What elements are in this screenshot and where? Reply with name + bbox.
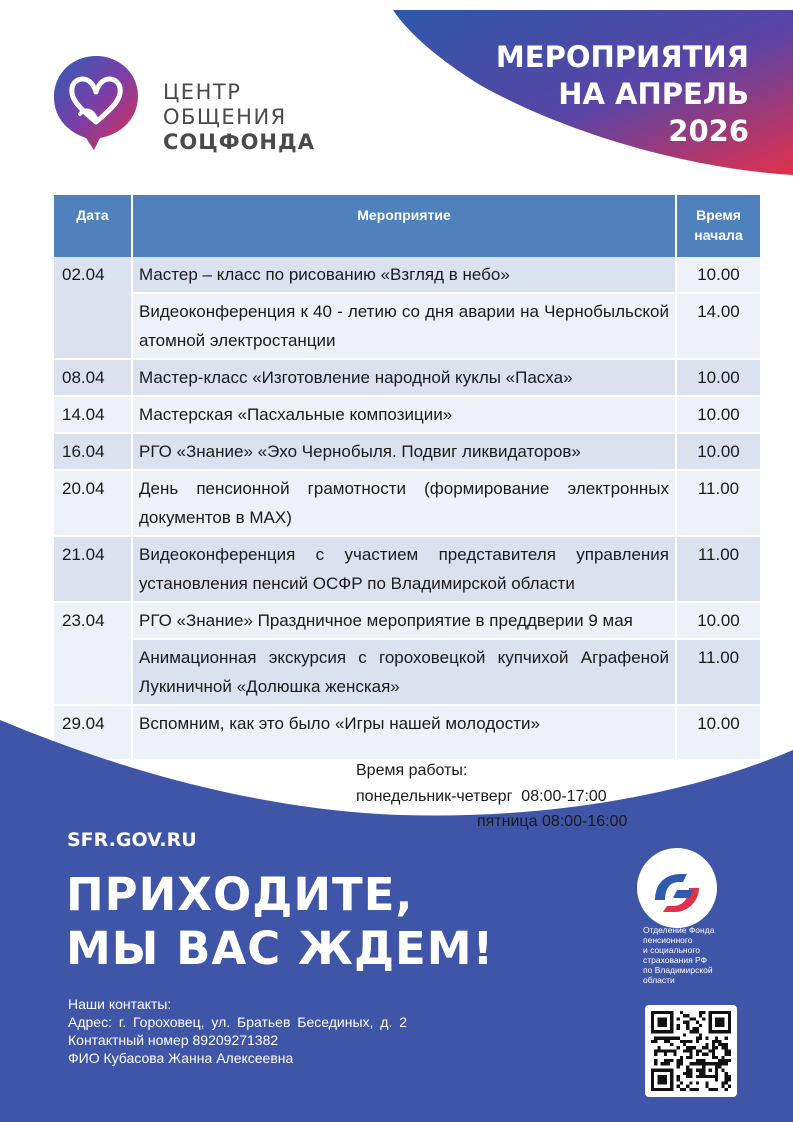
sfr-caption-line: и социального: [643, 945, 700, 955]
sfr-caption-line: пенсионного: [643, 935, 693, 945]
website-link[interactable]: SFR.GOV.RU: [67, 829, 197, 851]
event-time: 10.00: [676, 602, 760, 639]
page-title-line-3: 2026: [668, 114, 749, 148]
table-row: [54, 470, 760, 536]
page-title-line-2: НА АПРЕЛЬ: [558, 77, 749, 111]
logo-line-1: ЦЕНТР: [163, 80, 242, 104]
events-table: [54, 195, 760, 761]
event-date: 23.04: [54, 602, 132, 705]
event-title: Вспомним, как это было «Игры нашей молодости»: [132, 705, 676, 760]
sfr-logo-glyph: [637, 848, 717, 928]
contacts-person: ФИО Кубасова Жанна Алексеевна: [68, 1050, 294, 1066]
slogan-line-1: ПРИХОДИТЕ,: [66, 868, 414, 921]
table-row: [54, 536, 760, 602]
event-time: 11.00: [676, 639, 760, 705]
event-date: 20.04: [54, 470, 132, 536]
event-time: 10.00: [676, 433, 760, 470]
event-date: 02.04: [54, 257, 132, 359]
contacts-address: Адрес: г. Гороховец, ул. Братьев Бесединых, д. 2: [68, 1014, 408, 1030]
event-date: 21.04: [54, 536, 132, 602]
working-hours-title: Время работы:: [356, 762, 468, 779]
event-title: Мастер – класс по рисованию «Взгляд в небо»: [132, 257, 676, 293]
slogan-line-2: МЫ ВАС ЖДЕМ!: [66, 922, 495, 975]
time-column-header: [676, 195, 760, 257]
time-header-line-2: начала: [694, 227, 743, 243]
sfr-caption-line: по Владимирской: [643, 965, 713, 975]
contacts-title: Наши контакты:: [68, 996, 172, 1012]
logo-line-2: ОБЩЕНИЯ: [163, 105, 287, 129]
date-column-header: Дата: [54, 195, 132, 257]
event-column-header: Мероприятие: [132, 195, 676, 257]
sfr-caption-line: страхования РФ: [643, 955, 708, 965]
page-title-line-1: МЕРОПРИЯТИЯ: [495, 40, 749, 74]
event-date: 29.04: [54, 705, 132, 760]
table-row: [54, 359, 760, 396]
event-title: РГО «Знание» «Эхо Чернобыля. Подвиг ликвидаторов»: [132, 433, 676, 470]
working-hours-weekdays: понедельник-четверг 08:00-17:00: [356, 788, 607, 805]
table-row: [54, 602, 760, 639]
event-date: 16.04: [54, 433, 132, 470]
event-title: РГО «Знание» Праздничное мероприятие в преддверии 9 мая: [132, 602, 676, 639]
event-title: Анимационная экскурсия с гороховецкой купчихой Аграфеной Лукиничной «Долюшка женская»: [132, 639, 676, 705]
logo-line-3: СОЦФОНДА: [163, 130, 315, 154]
event-date: 14.04: [54, 396, 132, 433]
event-title: Мастер-класс «Изготовление народной куклы «Пасха»: [132, 359, 676, 396]
table-row: [54, 396, 760, 433]
sfr-caption-line: Отделение Фонда: [643, 925, 715, 935]
event-time: 10.00: [676, 705, 760, 760]
sfr-logo-icon: [637, 848, 717, 928]
table-header-row: [54, 195, 760, 257]
event-time: 10.00: [676, 396, 760, 433]
table-row: [54, 257, 760, 293]
event-date: 08.04: [54, 359, 132, 396]
qr-code-icon[interactable]: [651, 1011, 731, 1091]
sfr-caption-line: области: [643, 975, 675, 985]
event-time: 10.00: [676, 257, 760, 293]
event-title: Видеоконференция к 40 - летию со дня аварии на Чернобыльской атомной электростанции: [132, 293, 676, 359]
heart-speech-bubble-icon: [52, 52, 140, 152]
event-time: 10.00: [676, 359, 760, 396]
contacts-phone: Контактный номер 89209271382: [68, 1032, 279, 1048]
table-row: [54, 293, 760, 359]
table-row: [54, 433, 760, 470]
table-row: [54, 639, 760, 705]
time-header-line-1: Время: [696, 207, 741, 223]
sfr-org-caption: [643, 925, 743, 985]
event-time: 11.00: [676, 536, 760, 602]
event-time: 14.00: [676, 293, 760, 359]
event-title: День пенсионной грамотности (формирование электронных документов в MAX): [132, 470, 676, 536]
working-hours-friday: пятница 08:00-16:00: [477, 813, 628, 830]
event-title: Мастерская «Пасхальные композиции»: [132, 396, 676, 433]
event-time: 11.00: [676, 470, 760, 536]
event-title: Видеоконференция с участием представителя управления установления пенсий ОСФР по Владимирской области: [132, 536, 676, 602]
